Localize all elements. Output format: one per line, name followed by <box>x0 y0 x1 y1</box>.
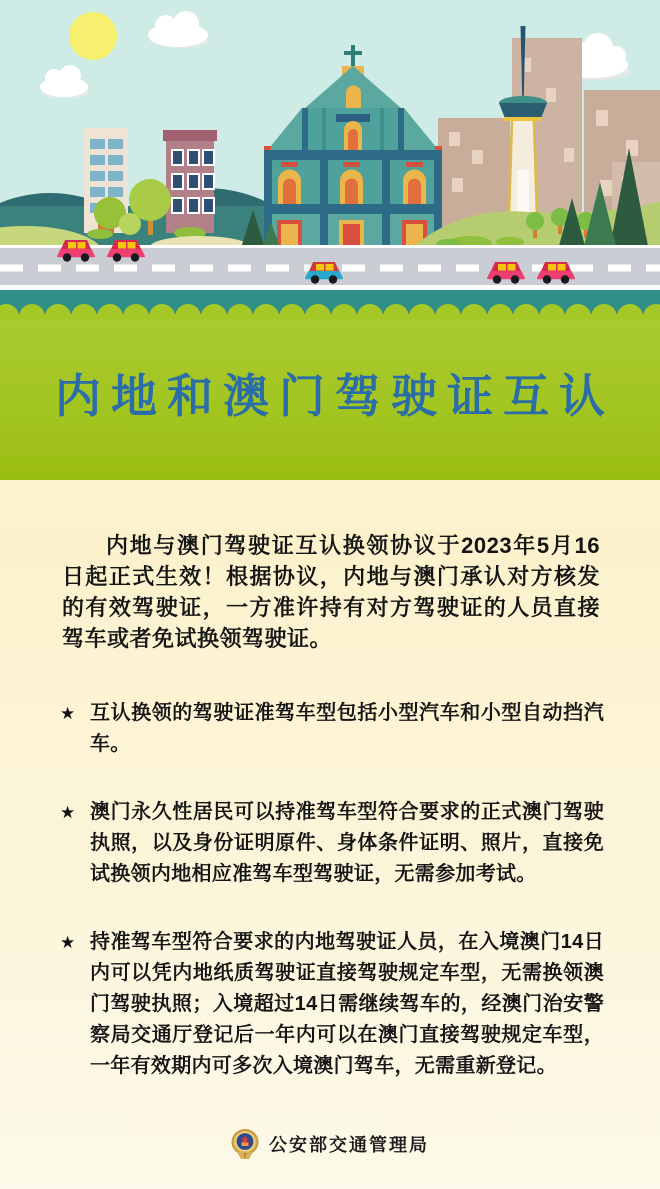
intro-paragraph: 内地与澳门驾驶证互认换领协议于2023年5月16日起正式生效！根据协议，内地与澳门承认对方核发的有效驾驶证，一方准许持有对方驾驶证的人员直接驾车或者免试换领驾驶证。 <box>62 533 600 651</box>
bullet-text: 互认换领的驾驶证准驾车型包括小型汽车和小型自动挡汽车。 <box>90 702 604 755</box>
content-area <box>0 530 660 1189</box>
building-icon <box>163 130 217 239</box>
bullet-item <box>60 927 604 1082</box>
bullet-list <box>60 698 604 1082</box>
title-band <box>0 320 660 480</box>
star-icon: ★ <box>60 704 76 723</box>
sun-icon <box>69 12 117 60</box>
poster-title: 内地和澳门驾驶证互认 <box>55 370 615 422</box>
bullet-item <box>60 797 604 890</box>
footer-org: 公安部交通管理局 <box>269 1135 429 1155</box>
city-illustration <box>0 0 660 320</box>
footer <box>0 1128 660 1160</box>
bullet-text: 澳门永久性居民可以持准驾车型符合要求的正式澳门驾驶执照，以及身份证明原件、身体条件证明、照片，直接免试换领内地相应准驾车型驾驶证，无需参加考试。 <box>90 801 604 885</box>
star-icon: ★ <box>60 803 76 822</box>
bullet-item <box>60 698 604 760</box>
police-badge-icon <box>231 1128 259 1160</box>
bullet-text: 持准驾车型符合要求的内地驾驶证人员，在入境澳门14日内可以凭内地纸质驾驶证直接驾驶规定车型，无需换领澳门驾驶执照；入境超过14日需继续驾车的，经澳门治安警察局交通厅登记后一年内可以在澳门直接驾驶规定车型，一年有效期内可多次入境澳门驾车，无需重新登记。 <box>90 931 604 1077</box>
star-icon: ★ <box>60 933 76 952</box>
